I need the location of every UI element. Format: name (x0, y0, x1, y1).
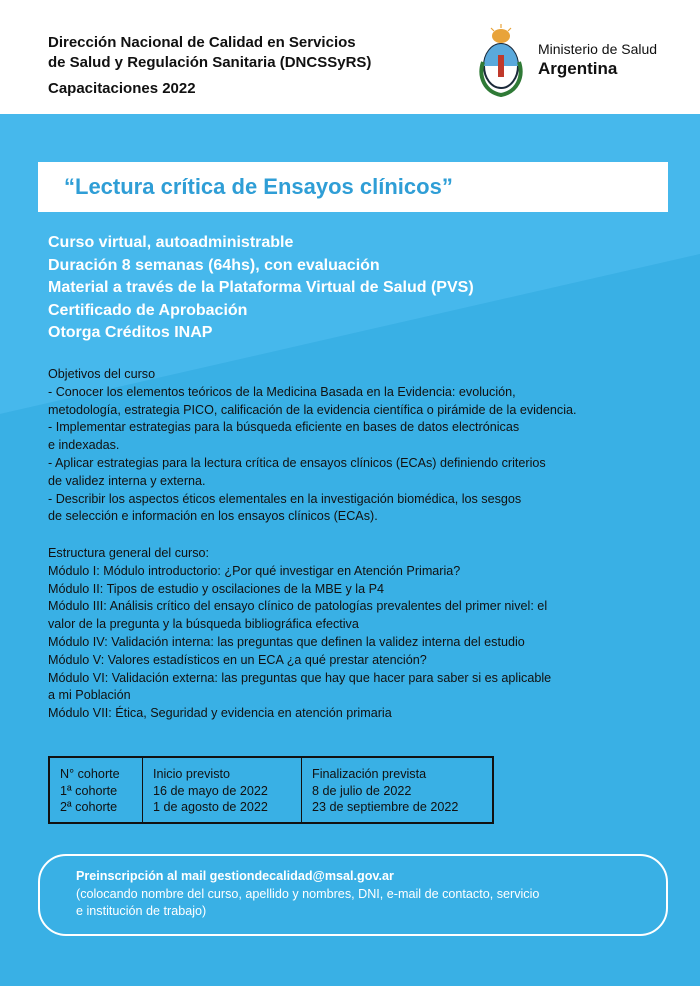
preinscription-email-line[interactable]: Preinscripción al mail gestiondecalidad@msal.gov.ar (76, 869, 394, 883)
cohort-column-start (143, 758, 302, 822)
cohort-cell: 2ª cohorte (60, 800, 118, 814)
objective-line: - Conocer los elementos teóricos de la Medicina Basada en la Evidencia: evolución, (48, 384, 516, 399)
ministry-line-2: Argentina (538, 59, 618, 78)
cohort-header-number: N° cohorte (60, 767, 120, 781)
cohort-header-start: Inicio previsto (153, 767, 230, 781)
cohort-cell: 1 de agosto de 2022 (153, 800, 268, 814)
structure-heading: Estructura general del curso: (48, 546, 210, 560)
course-features (48, 232, 474, 345)
objective-line: de validez interna y externa. (48, 473, 206, 488)
objective-line: de selección e información en los ensayos clínicos (ECAs). (48, 509, 378, 524)
feature-item: Duración 8 semanas (64hs), con evaluación (48, 256, 380, 274)
cohort-column-end (302, 758, 492, 822)
module-line: Módulo I: Módulo introductorio: ¿Por qué investigar en Atención Primaria? (48, 563, 461, 578)
cohort-header-end: Finalización prevista (312, 767, 427, 781)
objective-line: - Describir los aspectos éticos elementales en la investigación biomédica, los sesgos (48, 491, 522, 506)
feature-item: Material a través de la Plataforma Virtual de Salud (PVS) (48, 279, 474, 296)
course-title: “Lectura crítica de Ensayos clínicos” (64, 174, 453, 199)
cohort-cell: 23 de septiembre de 2022 (312, 800, 459, 814)
year-label: Capacitaciones 2022 (48, 80, 196, 97)
module-line: Módulo IV: Validación interna: las preguntas que definen la validez interna del estudio (48, 634, 525, 649)
argentina-coat-of-arms-icon (477, 22, 525, 98)
objective-line: e indexadas. (48, 438, 120, 453)
module-line: Módulo II: Tipos de estudio y oscilaciones de la MBE y la P4 (48, 581, 385, 596)
cohort-column-number (50, 758, 143, 822)
module-line: Módulo V: Valores estadísticos en un ECA ¿a qué prestar atención? (48, 652, 427, 667)
structure-section (48, 545, 551, 723)
objectives-section (48, 366, 577, 526)
objectives-heading: Objetivos del curso (48, 367, 156, 381)
module-line: Módulo VI: Validación externa: las preguntas que hay que hacer para saber si es aplicable (48, 670, 552, 685)
cohort-cell: 8 de julio de 2022 (312, 783, 412, 798)
header (0, 0, 700, 114)
objective-line: - Implementar estrategias para la búsqueda eficiente en bases de datos electrónicas (48, 420, 520, 435)
org-line-2: de Salud y Regulación Sanitaria (DNCSSyRS) (48, 54, 372, 71)
objective-line: - Aplicar estrategias para la lectura crítica de ensayos clínicos (ECAs) definiendo criterios (48, 455, 546, 470)
preinscription-note-line: (colocando nombre del curso, apellido y nombres, DNI, e-mail de contacto, servicio (76, 886, 540, 901)
ministry-block (538, 40, 657, 80)
objective-line: metodología, estrategia PICO, calificación de la evidencia científica o pirámide de la evidencia. (48, 402, 577, 417)
preinscription-note-line: e institución de trabajo) (76, 904, 207, 918)
module-line: a mi Población (48, 688, 131, 703)
cohort-cell: 16 de mayo de 2022 (153, 783, 268, 798)
org-block (48, 33, 371, 99)
module-line: Módulo VII: Ética, Seguridad y evidencia en atención primaria (48, 706, 392, 721)
ministry-line-1: Ministerio de Salud (538, 41, 658, 57)
preinscription-box (38, 854, 668, 936)
title-box (38, 162, 668, 212)
module-line: Módulo III: Análisis crítico del ensayo clínico de patologías prevalentes del primer nivel: el (48, 599, 548, 614)
org-line-1: Dirección Nacional de Calidad en Servicios (48, 34, 356, 51)
module-line: valor de la pregunta y la búsqueda bibliográfica efectiva (48, 617, 359, 632)
feature-item: Curso virtual, autoadministrable (48, 234, 294, 251)
cohort-table (48, 756, 494, 824)
feature-item: Certificado de Aprobación (48, 301, 248, 319)
feature-item: Otorga Créditos INAP (48, 324, 213, 341)
cohort-cell: 1ª cohorte (60, 783, 118, 798)
